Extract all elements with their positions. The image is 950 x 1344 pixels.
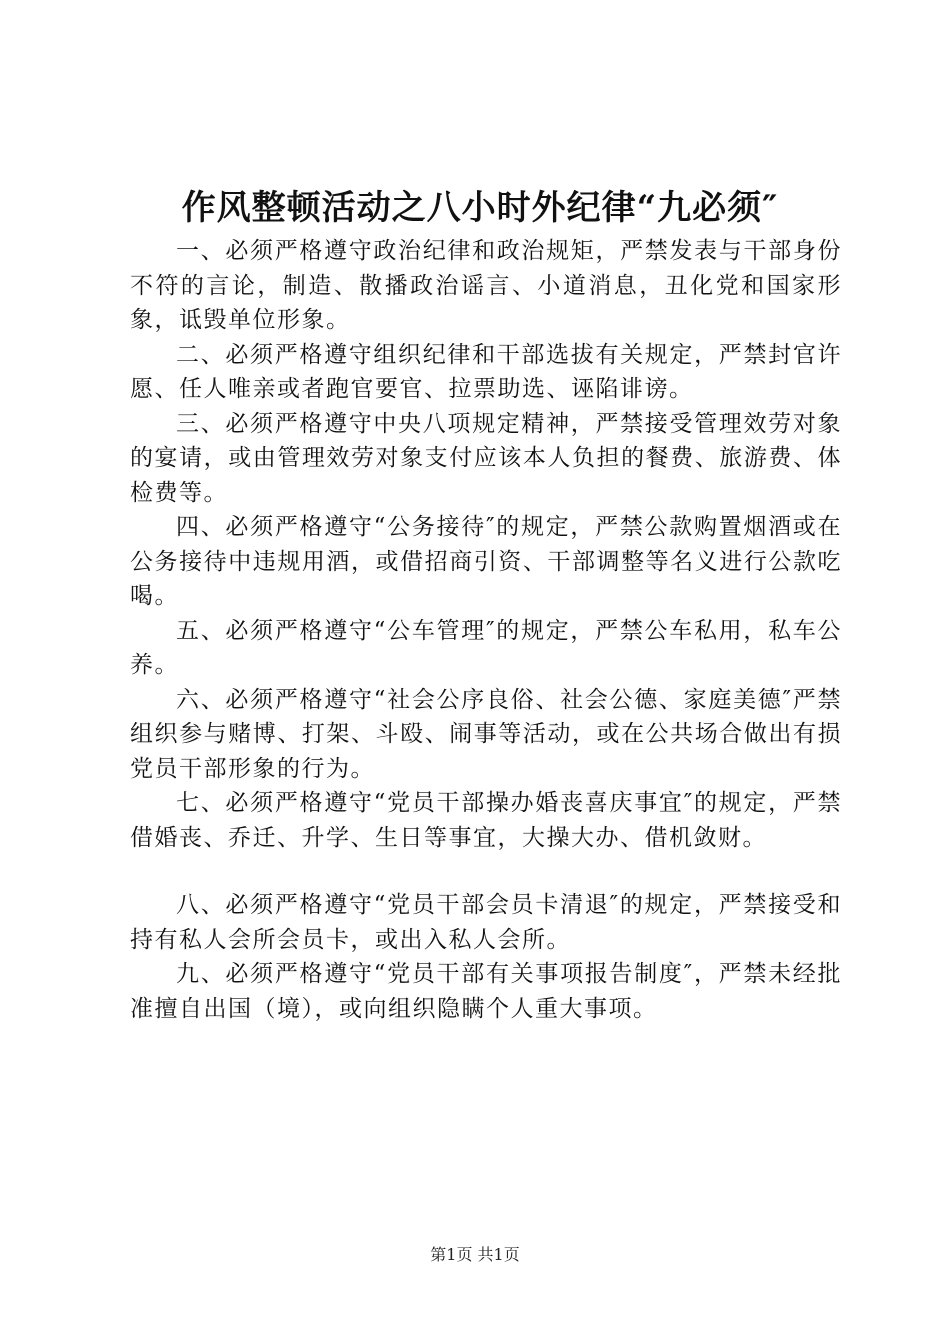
page-number-footer: 第1页 共1页 (430, 1245, 520, 1264)
paragraph-rule-2: 二、必须严格遵守组织纪律和干部选拔有关规定，严禁封官许愿、任人唯亲或者跑官要官、拉票助选、诬陷诽谤。 (130, 341, 842, 402)
document-body (130, 234, 842, 1026)
paragraph-rule-7: 七、必须严格遵守“党员干部操办婚丧喜庆事宜″的规定，严禁借婚丧、乔迁、升学、生日等事宜，大操大办、借机敛财。 (130, 790, 842, 851)
paragraph-rule-8: 八、必须严格遵守“党员干部会员卡清退″的规定，严禁接受和持有私人会所会员卡，或出入私人会所。 (130, 892, 842, 953)
paragraph-rule-5: 五、必须严格遵守“公车管理″的规定，严禁公车私用，私车公养。 (130, 617, 842, 678)
document-title: 作风整顿活动之八小时外纪律“九必须″ (181, 188, 779, 228)
paragraph-rule-9: 九、必须严格遵守“党员干部有关事项报告制度″，严禁未经批准擅自出国（境），或向组织隐瞒个人重大事项。 (130, 961, 842, 1022)
paragraph-rule-6: 六、必须严格遵守“社会公序良俗、社会公德、家庭美德″严禁组织参与赌博、打架、斗殴、闹事等活动，或在公共场合做出有损党员干部形象的行为。 (130, 686, 842, 782)
paragraph-rule-4: 四、必须严格遵守“公务接待″的规定，严禁公款购置烟酒或在公务接待中违规用酒，或借招商引资、干部调整等名义进行公款吃喝。 (130, 514, 842, 609)
paragraph-rule-1: 一、必须严格遵守政治纪律和政治规矩，严禁发表与干部身份不符的言论，制造、散播政治谣言、小道消息，丑化党和国家形象，诋毁单位形象。 (130, 238, 842, 333)
paragraph-rule-3: 三、必须严格遵守中央八项规定精神，严禁接受管理效劳对象的宴请，或由管理效劳对象支付应该本人负担的餐费、旅游费、体检费等。 (130, 410, 842, 506)
